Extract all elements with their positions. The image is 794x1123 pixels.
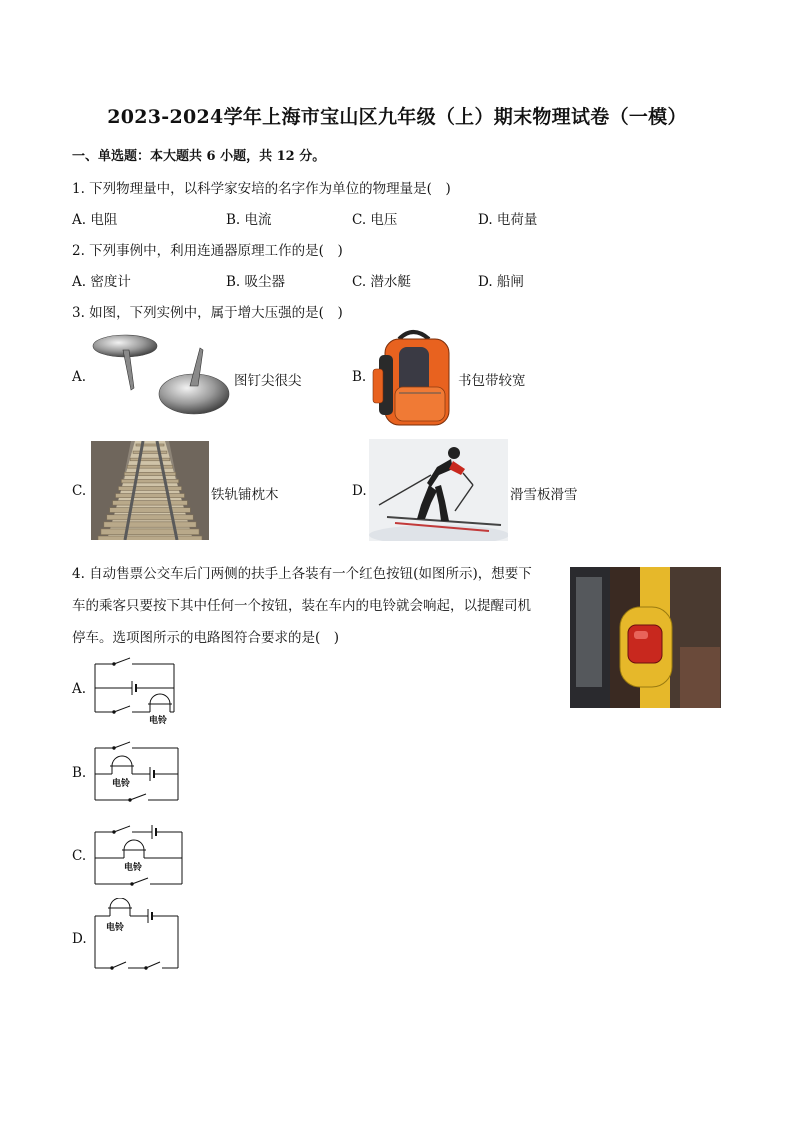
railway-sleeper [118, 486, 181, 490]
bell-label: 电铃 [124, 863, 143, 873]
backpack-image [369, 325, 457, 426]
railway-sleeper [130, 458, 170, 461]
skier-image [369, 439, 508, 541]
bell-label: 电铃 [149, 716, 168, 726]
circuit-diagram-c [90, 822, 188, 888]
railway-sleeper [121, 479, 178, 483]
railway-sleeper [133, 451, 167, 453]
bell-label: 电铃 [112, 779, 131, 789]
q1-option-a[interactable]: A. 电阻 [72, 212, 118, 228]
railway-sleeper [124, 472, 175, 475]
q3-option-a-caption: 图钉尖很尖 [234, 373, 302, 389]
circuit-diagram-b [90, 738, 186, 804]
thumbtacks-image [90, 328, 232, 416]
q4-option-c-letter[interactable]: C. [72, 848, 87, 864]
q4-option-a-letter[interactable]: A. [72, 681, 87, 697]
q2-option-d[interactable]: D. 船闸 [478, 274, 524, 290]
bus-red-button-photo [570, 567, 721, 708]
q3-option-c-letter[interactable]: C. [72, 483, 87, 499]
q2-option-a[interactable]: A. 密度计 [72, 274, 131, 290]
question-4-stem-line-1: 4. 自动售票公交车后门两侧的扶手上各装有一个红色按钮(如图所示)，想要下 [72, 566, 532, 582]
question-4-stem-line-2: 车的乘客只要按下其中任何一个按钮，装在车内的电铃就会响起，以提醒司机 [72, 598, 531, 614]
question-3-stem: 3. 如图，下列实例中，属于增大压强的是( ) [72, 305, 343, 321]
q3-option-c-caption: 铁轨铺枕木 [211, 487, 279, 503]
q1-option-b[interactable]: B. 电流 [226, 212, 272, 228]
railway-sleeper [113, 501, 188, 505]
railway-sleeper [104, 522, 196, 527]
circuit-diagram-d [90, 898, 186, 972]
q2-option-c[interactable]: C. 潜水艇 [352, 274, 411, 290]
railway-sleeper [110, 508, 191, 513]
section-heading: 一、单选题：本大题共 6 小题，共 12 分。 [72, 149, 326, 164]
q4-option-d-letter[interactable]: D. [72, 931, 87, 947]
question-4-stem-line-3: 停车。选项图所示的电路图符合要求的是( ) [72, 630, 340, 646]
railway-sleeper [107, 515, 193, 520]
railway-sleeper [101, 529, 199, 535]
railway-sleeper [127, 465, 173, 468]
railway-sleeper [116, 494, 185, 498]
q3-option-d-letter[interactable]: D. [352, 483, 367, 499]
railway-track-image [91, 441, 209, 540]
circuit-diagram-a [90, 652, 186, 726]
railway-sleeper [136, 444, 164, 446]
question-1-stem: 1. 下列物理量中，以科学家安培的名字作为单位的物理量是( ) [72, 181, 451, 197]
question-2-stem: 2. 下列事例中，利用连通器原理工作的是( ) [72, 243, 343, 259]
railway-sleeper [98, 536, 202, 540]
q3-option-b-caption: 书包带较宽 [458, 373, 526, 389]
q4-option-b-letter[interactable]: B. [72, 765, 87, 781]
q3-option-b-letter[interactable]: B. [352, 369, 367, 385]
page-title: 2023-2024学年上海市宝山区九年级（上）期末物理试卷（一模） [107, 106, 687, 128]
q2-option-b[interactable]: B. 吸尘器 [226, 274, 286, 290]
q1-option-d[interactable]: D. 电荷量 [478, 212, 538, 228]
q3-option-d-caption: 滑雪板滑雪 [510, 487, 578, 503]
q3-option-a-letter[interactable]: A. [72, 369, 87, 385]
bell-label: 电铃 [106, 923, 125, 933]
q1-option-c[interactable]: C. 电压 [352, 212, 398, 228]
